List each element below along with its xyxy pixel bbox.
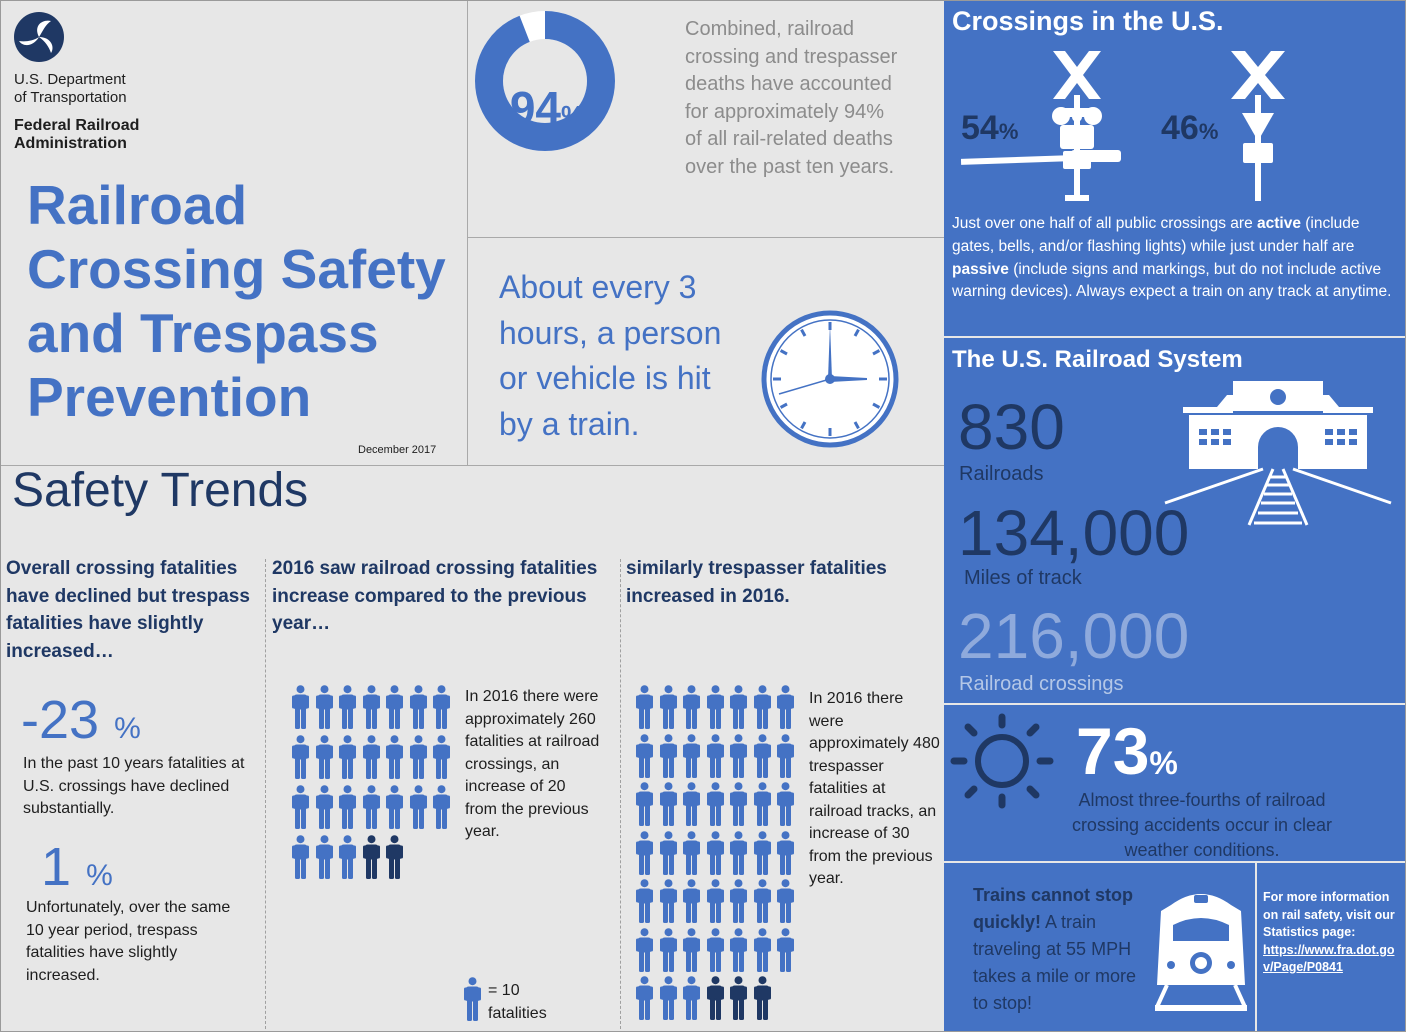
person-icon: [430, 735, 454, 781]
person-icon: [383, 685, 407, 731]
clear-weather-percent: [1076, 713, 1178, 789]
person-icon: [633, 734, 657, 780]
person-icon: [313, 735, 337, 781]
section-title: Safety Trends: [12, 464, 309, 517]
text-fragment: (include signs and markings, but do not include active warning devices). Always expect a train on any track at anytime.: [952, 260, 1392, 301]
agency-name: U.S. Department: [14, 71, 126, 88]
legend-person-icon: [464, 977, 481, 1026]
clock-icon: [759, 308, 901, 450]
trespass-increase-stat: [41, 836, 113, 898]
train-station-icon: [1163, 377, 1393, 527]
percent-unit: %: [998, 119, 1019, 144]
person-icon: [704, 685, 728, 731]
person-icon: [751, 879, 775, 925]
active-term: active: [1257, 215, 1301, 232]
crossing-fatalities-pictogram: [289, 685, 454, 885]
person-icon: [657, 831, 681, 877]
deaths-description: Combined, railroad crossing and trespasser deaths have accounted for approximately 94% of all rail-related deaths over the past ten years.: [685, 18, 898, 178]
weather-description: Almost three-fourths of railroad crossing accidents occur in clear weather conditions.: [1071, 790, 1333, 860]
page-title: [27, 173, 457, 429]
percent-unit: %: [1149, 745, 1178, 781]
person-icon: [727, 831, 751, 877]
person-icon: [383, 735, 407, 781]
person-icon: [680, 782, 704, 828]
person-icon: [407, 785, 431, 831]
more-info: [1263, 889, 1403, 977]
person-icon: [336, 835, 360, 881]
statistics-link[interactable]: https://www.fra.dot.gov/Page/P0841: [1263, 942, 1395, 974]
person-icon: [774, 734, 798, 780]
person-icon: [657, 685, 681, 731]
legend-text: [488, 979, 547, 1025]
person-icon: [704, 831, 728, 877]
person-icon: [313, 785, 337, 831]
title-line: and Trespass: [27, 302, 379, 364]
person-icon: [704, 879, 728, 925]
trespass-fatalities-text: In 2016 there were approximately 480 trespasser fatalities at railroad tracks, an increase of 30 from the previous year.: [809, 690, 940, 887]
dot-logo-icon: [13, 11, 65, 63]
person-icon: [704, 928, 728, 974]
agency-subname: Federal Railroad: [14, 117, 140, 134]
crossbuck-sign-icon: [1223, 45, 1293, 205]
legend-label: fatalities: [488, 1005, 547, 1022]
railroads-label: Railroads: [959, 463, 1044, 485]
person-icon: [313, 835, 337, 881]
column-divider: [620, 559, 621, 1029]
person-icon: [727, 879, 751, 925]
person-icon: [774, 685, 798, 731]
percent-unit: %: [561, 100, 585, 130]
track-miles-label: Miles of track: [964, 567, 1082, 589]
passive-crossings-percent: [1161, 109, 1218, 148]
person-icon: [633, 928, 657, 974]
person-icon: [680, 928, 704, 974]
person-icon: [680, 976, 704, 1022]
person-icon: [774, 928, 798, 974]
person-icon: [383, 835, 407, 881]
stat-value: -23: [21, 690, 100, 750]
stopping-text: [973, 882, 1155, 1017]
text-fragment: Just over one half of all public crossings are: [952, 215, 1257, 232]
divider: [467, 1, 468, 465]
crossings-label: Railroad crossings: [959, 673, 1124, 695]
crossbuck-gate-icon: [961, 45, 1126, 205]
person-icon: [657, 976, 681, 1022]
person-icon: [657, 928, 681, 974]
person-icon: [430, 785, 454, 831]
agency-name: of Transportation: [14, 89, 127, 106]
person-icon: [289, 835, 313, 881]
person-icon: [704, 976, 728, 1022]
publication-date: December 2017: [358, 444, 437, 456]
percent-value: 46: [1161, 109, 1199, 147]
person-icon: [751, 831, 775, 877]
panel-title: The U.S. Railroad System: [952, 346, 1243, 373]
stat-value: 1: [41, 837, 72, 897]
person-icon: [289, 685, 313, 731]
railroads-count: 830: [958, 391, 1065, 463]
person-icon: [657, 782, 681, 828]
person-icon: [680, 831, 704, 877]
person-icon: [751, 976, 775, 1022]
person-icon: [657, 734, 681, 780]
person-icon: [360, 685, 384, 731]
title-line: Railroad: [27, 174, 248, 236]
deaths-percent: [477, 81, 617, 135]
person-icon: [336, 785, 360, 831]
person-icon: [336, 735, 360, 781]
person-icon: [289, 785, 313, 831]
person-icon: [751, 782, 775, 828]
title-line: Prevention: [27, 366, 312, 428]
stopping-emphasis: Trains cannot stop quickly!: [973, 885, 1134, 932]
person-icon: [407, 735, 431, 781]
person-icon: [774, 782, 798, 828]
person-icon: [704, 734, 728, 780]
track-miles-count: 134,000: [958, 497, 1190, 569]
passive-term: passive: [952, 260, 1009, 278]
percent-value: 54: [961, 109, 999, 147]
panel-title: Crossings in the U.S.: [952, 6, 1224, 36]
person-icon: [407, 685, 431, 731]
percent-value: 94: [509, 82, 562, 134]
legend-value: = 10: [488, 982, 520, 999]
person-icon: [289, 735, 313, 781]
person-icon: [313, 685, 337, 731]
person-icon: [704, 782, 728, 828]
locomotive-icon: [1151, 881, 1251, 1016]
person-icon: [633, 685, 657, 731]
crossing-decline-stat: [21, 689, 141, 751]
person-icon: [680, 734, 704, 780]
person-icon: [751, 734, 775, 780]
percent-unit: %: [1198, 119, 1219, 144]
crossing-fatalities-text: In 2016 there were approximately 260 fatalities at railroad crossings, an increase of 20 from the previous year.: [465, 688, 600, 840]
person-icon: [774, 831, 798, 877]
stat-description: Unfortunately, over the same 10 year period, trespass fatalities have slightly increased.: [26, 899, 231, 984]
stat-description: In the past 10 years fatalities at U.S. crossings have declined substantially.: [23, 755, 245, 817]
column-heading: 2016 saw railroad crossing fatalities increase compared to the previous year…: [272, 558, 598, 634]
person-icon: [727, 734, 751, 780]
person-icon: [360, 785, 384, 831]
title-line: Crossing Safety: [27, 238, 446, 300]
crossings-count: 216,000: [958, 600, 1190, 672]
person-icon: [430, 685, 454, 731]
text-fragment: A train traveling at 55 MPH takes a mile or more to stop!: [973, 912, 1137, 1013]
person-icon: [633, 782, 657, 828]
person-icon: [774, 879, 798, 925]
person-icon: [727, 928, 751, 974]
person-icon: [383, 785, 407, 831]
sun-icon: [949, 711, 1059, 811]
person-icon: [336, 685, 360, 731]
stat-unit: %: [114, 712, 141, 745]
person-icon: [360, 735, 384, 781]
crossings-description: [952, 213, 1402, 304]
column-divider: [265, 559, 266, 1029]
agency-subname: Administration: [14, 135, 127, 152]
trespass-fatalities-pictogram: [633, 685, 798, 1025]
percent-value: 73: [1076, 714, 1150, 788]
person-icon: [657, 879, 681, 925]
column-heading: Overall crossing fatalities have declined but trespass fatalities have slightly increased…: [6, 558, 250, 662]
person-icon: [680, 879, 704, 925]
person-icon: [727, 782, 751, 828]
stat-unit: %: [86, 859, 113, 892]
text-fragment: (include gates, bells, and/or flashing lights) while just under half are: [952, 215, 1360, 255]
more-info-text: For more information on rail safety, visit our Statistics page:: [1263, 890, 1395, 939]
person-icon: [727, 685, 751, 731]
person-icon: [633, 976, 657, 1022]
divider: [467, 237, 944, 238]
frequency-text: About every 3 hours, a person or vehicle is hit by a train.: [499, 269, 722, 442]
person-icon: [751, 928, 775, 974]
column-heading: similarly trespasser fatalities increased in 2016.: [626, 558, 887, 607]
person-icon: [360, 835, 384, 881]
person-icon: [727, 976, 751, 1022]
person-icon: [633, 879, 657, 925]
person-icon: [751, 685, 775, 731]
person-icon: [680, 685, 704, 731]
person-icon: [633, 831, 657, 877]
